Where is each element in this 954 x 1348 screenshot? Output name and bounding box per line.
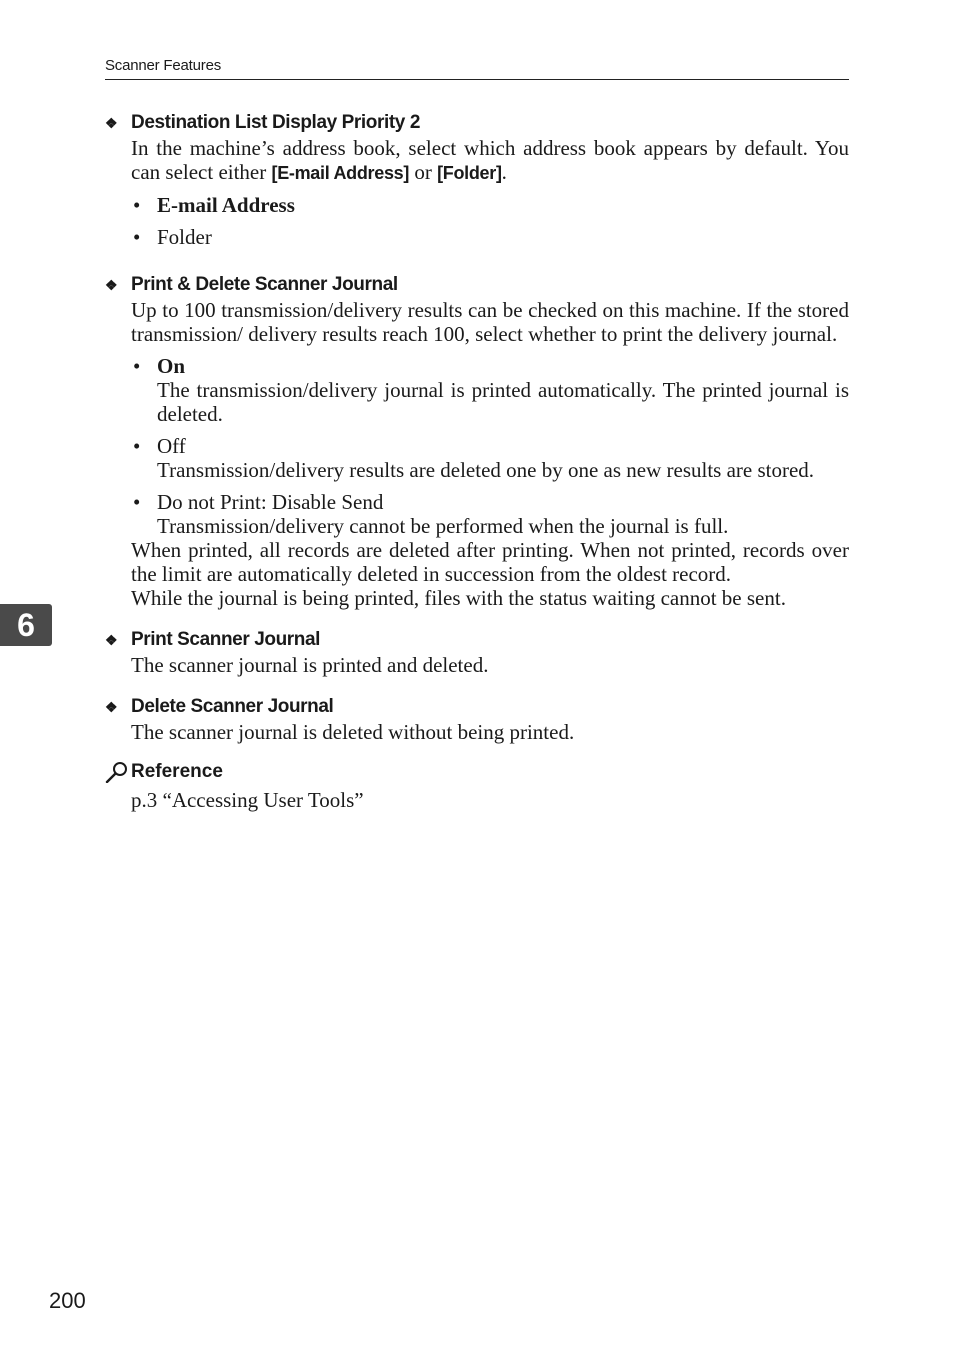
section-destination-list-priority	[105, 111, 849, 249]
section-title	[105, 111, 849, 135]
section-title-text: Delete Scanner Journal	[131, 696, 334, 717]
magnifier-reference-icon	[105, 761, 129, 783]
option-label: Folder	[157, 225, 212, 249]
reference-link-text: p.3 “Accessing User Tools”	[131, 788, 364, 812]
option-description: The transmission/delivery journal is printed automatically. The printed journal is deleted.	[157, 378, 849, 426]
header-rule	[105, 79, 849, 80]
body-text-mid: or	[409, 160, 438, 184]
page-content	[105, 111, 849, 812]
email-address-key-label: [E-mail Address]	[271, 163, 410, 183]
section-body: Up to 100 transmission/delivery results can be checked on this machine. If the stored transmission/ delivery results reach 100, select whether to print the delivery journal.	[131, 298, 849, 346]
list-item	[131, 354, 849, 426]
section-body	[131, 136, 849, 185]
diamond-bullet-icon: ❖	[105, 277, 118, 293]
section-title-text: Print & Delete Scanner Journal	[131, 274, 398, 295]
section-title	[105, 273, 849, 297]
bullet-dot: •	[133, 434, 141, 458]
body-text-post: .	[501, 160, 507, 184]
section-delete-journal	[105, 695, 849, 744]
list-item	[131, 225, 849, 249]
option-description: Transmission/delivery cannot be performed when the journal is full.	[157, 514, 729, 538]
option-description: Transmission/delivery results are deleted one by one as new results are stored.	[157, 458, 815, 482]
section-title-text: Print Scanner Journal	[131, 629, 321, 650]
option-list	[105, 354, 849, 538]
reference-block	[105, 760, 849, 812]
bullet-dot: •	[133, 225, 141, 249]
bullet-dot: •	[133, 490, 141, 514]
list-item	[131, 490, 849, 538]
body-text-pre: In the machine’s address book, select which address book appears by default. You can select either	[131, 136, 849, 184]
bullet-dot: •	[133, 354, 141, 378]
section-note: While the journal is being printed, files with the status waiting cannot be sent.	[131, 586, 786, 610]
page-number: 200	[49, 1288, 86, 1313]
option-label: E-mail Address	[157, 193, 295, 217]
option-label: Off	[157, 434, 186, 458]
section-body: The scanner journal is deleted without being printed.	[131, 720, 575, 744]
option-list	[105, 193, 849, 249]
section-print-journal	[105, 628, 849, 677]
diamond-bullet-icon: ❖	[105, 632, 118, 648]
section-note: When printed, all records are deleted after printing. When not printed, records over the limit are automatically deleted in succession from the oldest record.	[131, 538, 849, 586]
list-item	[131, 193, 849, 217]
bullet-dot: •	[133, 193, 141, 217]
list-item	[131, 434, 849, 482]
section-title	[105, 628, 849, 652]
folder-key-label: [Folder]	[437, 163, 502, 183]
diamond-bullet-icon: ❖	[105, 699, 118, 715]
option-label: Do not Print: Disable Send	[157, 490, 384, 514]
diamond-bullet-icon: ❖	[105, 115, 118, 131]
reference-title	[105, 760, 849, 784]
reference-title-text: Reference	[131, 761, 223, 782]
running-head: Scanner Features	[105, 57, 222, 74]
section-title	[105, 695, 849, 719]
section-print-delete-journal	[105, 273, 849, 610]
section-body: The scanner journal is printed and deleted.	[131, 653, 489, 677]
option-label: On	[157, 354, 186, 378]
section-title-text: Destination List Display Priority 2	[131, 112, 421, 133]
chapter-tab: 6	[0, 604, 52, 646]
